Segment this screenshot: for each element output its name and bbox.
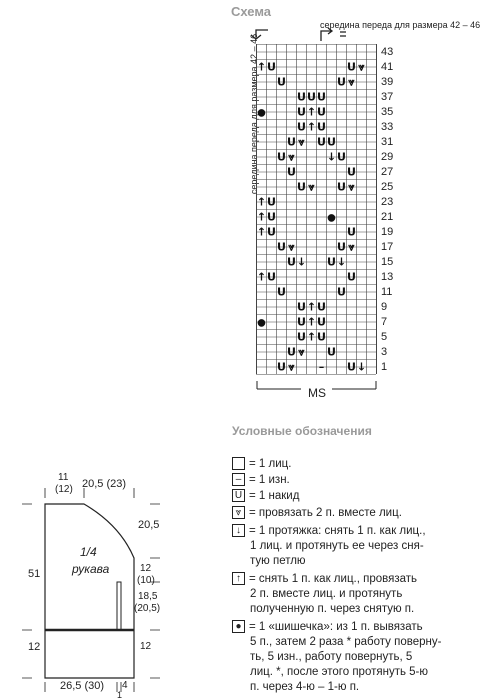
yarn-over-icon: U <box>297 120 306 134</box>
ms-bracket <box>256 379 378 403</box>
legend-bob-line3: ть, 5 изн., работу повернуть, 5 <box>250 651 413 663</box>
side-note: середина переда для размера 42 – 46 <box>249 33 260 195</box>
k2tog-icon: ⩔ <box>348 75 355 89</box>
bobble-icon: ● <box>257 317 266 329</box>
up-arrow-icon: ↑ <box>232 572 245 585</box>
row-number: 21 <box>381 210 394 223</box>
yarn-over-icon: U <box>277 360 286 374</box>
schematic-center-1: 1/4 <box>80 545 97 559</box>
dim-right-b: 12 <box>140 563 152 574</box>
dim-top-b: 20,5 (23) <box>82 478 127 490</box>
dim-right-c2: (20,5) <box>134 603 161 614</box>
dim-right-c: 18,5 <box>138 591 158 602</box>
legend-item-knit: = 1 лиц. <box>232 457 291 471</box>
yarn-over-icon: U <box>232 489 245 502</box>
yarn-over-icon: U <box>287 165 296 179</box>
yarn-over-icon: U <box>317 90 326 104</box>
yarn-over-icon: U <box>307 90 316 104</box>
up-arrow-icon: ↑ <box>306 105 317 119</box>
yarn-over-icon: U <box>317 330 326 344</box>
row-number: 23 <box>381 195 394 208</box>
row-number: 31 <box>381 135 394 148</box>
row-number: 39 <box>381 75 394 88</box>
yarn-over-icon: U <box>347 60 356 74</box>
yarn-over-icon: U <box>317 120 326 134</box>
chart-top-markers <box>248 27 388 45</box>
dash-icon: – <box>232 473 245 486</box>
right-bracket-arrow-icon <box>321 28 332 41</box>
legend-item-k2tog: ⩔ = провязать 2 п. вместе лиц. <box>232 506 402 520</box>
k2tog-icon: ⩔ <box>288 240 295 254</box>
dim-top-a2: (12) <box>55 484 73 495</box>
yarn-over-icon: U <box>347 165 356 179</box>
yarn-over-icon: U <box>297 330 306 344</box>
page-title: Схема <box>231 4 272 19</box>
legend-bob-line5: п. через 4-ю – 1-ю п. <box>250 681 360 693</box>
down-arrow-icon: ↓ <box>356 360 367 374</box>
yarn-over-icon: U <box>297 105 306 119</box>
legend-down-line2: 1 лиц. и протянуть ее через сня- <box>250 540 424 552</box>
equals-icon <box>340 32 346 36</box>
top-note: середина переда для размера 42 – 46 <box>320 20 481 30</box>
legend-down-line3: тую петлю <box>250 555 306 567</box>
yarn-over-icon: U <box>297 90 306 104</box>
yarn-over-icon: U <box>277 150 286 164</box>
row-number: 15 <box>381 255 394 268</box>
dim-bottom-b: 4 <box>122 680 128 691</box>
k2tog-icon: ⩔ <box>348 180 355 194</box>
row-number: 25 <box>381 180 394 193</box>
yarn-over-icon: U <box>297 300 306 314</box>
row-number: 29 <box>381 150 394 163</box>
yarn-over-icon: U <box>317 105 326 119</box>
yarn-over-icon: U <box>277 285 286 299</box>
k2tog-icon: ⩔ <box>298 135 305 149</box>
yarn-over-icon: U <box>267 225 276 239</box>
dim-top-a: 11 <box>58 472 69 483</box>
ms-label: MS <box>308 386 326 400</box>
legend-item-yo: U = 1 накид <box>232 489 299 503</box>
legend-item-pull: ↓ = 1 протяжка: снять 1 п. как лиц., <box>232 524 426 538</box>
row-number: 7 <box>381 315 388 328</box>
k2tog-icon: ⩔ <box>308 180 315 194</box>
up-arrow-icon: ↑ <box>256 195 267 209</box>
legend-title: Условные обозначения <box>232 424 372 438</box>
k2tog-icon: ⩔ <box>288 360 295 374</box>
row-number: 5 <box>381 330 388 343</box>
row-number: 13 <box>381 270 394 283</box>
yarn-over-icon: U <box>267 195 276 209</box>
k2tog-icon: ⩔ <box>288 150 295 164</box>
yarn-over-icon: U <box>347 225 356 239</box>
yarn-over-icon: U <box>347 270 356 284</box>
up-arrow-icon: ↑ <box>306 330 317 344</box>
k2tog-icon: ⩔ <box>232 506 245 519</box>
dim-bottom-c: 1 <box>117 690 123 700</box>
down-arrow-icon: ↓ <box>336 255 347 269</box>
up-arrow-icon: ↑ <box>256 60 267 74</box>
yarn-over-icon: U <box>267 270 276 284</box>
dim-left-bottom: 12 <box>28 641 41 653</box>
row-number: 19 <box>381 225 394 238</box>
row-number: 3 <box>381 345 388 358</box>
up-arrow-icon: ↑ <box>306 315 317 329</box>
knitting-chart <box>256 44 377 378</box>
left-bracket-arrow-icon <box>251 30 268 39</box>
dim-right-a: 20,5 <box>138 519 160 531</box>
up-arrow-icon: ↑ <box>306 120 317 134</box>
yarn-over-icon: U <box>287 135 296 149</box>
yarn-over-icon: U <box>327 135 336 149</box>
dim-bottom-a: 26,5 (30) <box>60 680 105 692</box>
yarn-over-icon: U <box>337 75 346 89</box>
row-number: 27 <box>381 165 394 178</box>
legend-up-line3: полученную п. через снятую п. <box>250 603 415 615</box>
row-number: 1 <box>381 360 388 373</box>
yarn-over-icon: U <box>337 180 346 194</box>
yarn-over-icon: U <box>297 180 306 194</box>
yarn-over-icon: U <box>317 135 326 149</box>
schematic-center-2: рукава <box>72 562 110 576</box>
yarn-over-icon: U <box>277 240 286 254</box>
yarn-over-icon: U <box>337 240 346 254</box>
yarn-over-icon: U <box>267 210 276 224</box>
yarn-over-icon: U <box>337 285 346 299</box>
row-number: 43 <box>381 45 394 58</box>
row-number: 9 <box>381 300 388 313</box>
yarn-over-icon: U <box>327 345 336 359</box>
legend-bob-line2: 5 п., затем 2 раза * работу поверну- <box>250 636 442 648</box>
yarn-over-icon: U <box>327 255 336 269</box>
yarn-over-icon: U <box>277 75 286 89</box>
yarn-over-icon: U <box>297 315 306 329</box>
yarn-over-icon: U <box>337 150 346 164</box>
up-arrow-icon: ↑ <box>306 300 317 314</box>
down-arrow-icon: ↓ <box>296 255 307 269</box>
dim-right-b2: (10) <box>137 575 155 586</box>
empty-square-icon <box>232 457 245 470</box>
up-arrow-icon: ↑ <box>256 225 267 239</box>
k2tog-icon: ⩔ <box>298 345 305 359</box>
row-number: 41 <box>381 60 394 73</box>
row-number: 37 <box>381 90 394 103</box>
yarn-over-icon: U <box>317 315 326 329</box>
bobble-icon: ● <box>257 107 266 119</box>
legend-item-bobble: ● = 1 «шишечка»: из 1 п. вывязать <box>232 620 423 634</box>
legend-item-purl: – = 1 изн. <box>232 473 290 487</box>
yarn-over-icon: U <box>347 360 356 374</box>
row-number: 33 <box>381 120 394 133</box>
legend-up-line2: 2 п. вместе лиц. и протянуть <box>250 588 403 600</box>
bobble-icon: ● <box>232 620 245 633</box>
up-arrow-icon: ↑ <box>256 210 267 224</box>
row-number: 11 <box>381 285 393 298</box>
yarn-over-icon: U <box>267 60 276 74</box>
row-number: 17 <box>381 240 394 253</box>
sleeve-schematic <box>0 470 200 699</box>
dash-icon: – <box>318 360 325 374</box>
legend-bob-line4: лиц. *, после этого протянуть 5-ю <box>250 666 428 678</box>
down-arrow-icon: ↓ <box>326 150 337 164</box>
yarn-over-icon: U <box>287 255 296 269</box>
yarn-over-icon: U <box>317 300 326 314</box>
k2tog-icon: ⩔ <box>358 60 365 74</box>
down-arrow-icon: ↓ <box>232 524 245 537</box>
yarn-over-icon: U <box>287 345 296 359</box>
up-arrow-icon: ↑ <box>256 270 267 284</box>
k2tog-icon: ⩔ <box>348 240 355 254</box>
dim-left-total: 51 <box>28 568 41 580</box>
dim-right-d: 12 <box>140 641 152 652</box>
bobble-icon: ● <box>327 212 336 224</box>
legend-item-slip: ↑ = снять 1 п. как лиц., провязать <box>232 572 417 586</box>
row-number: 35 <box>381 105 394 118</box>
